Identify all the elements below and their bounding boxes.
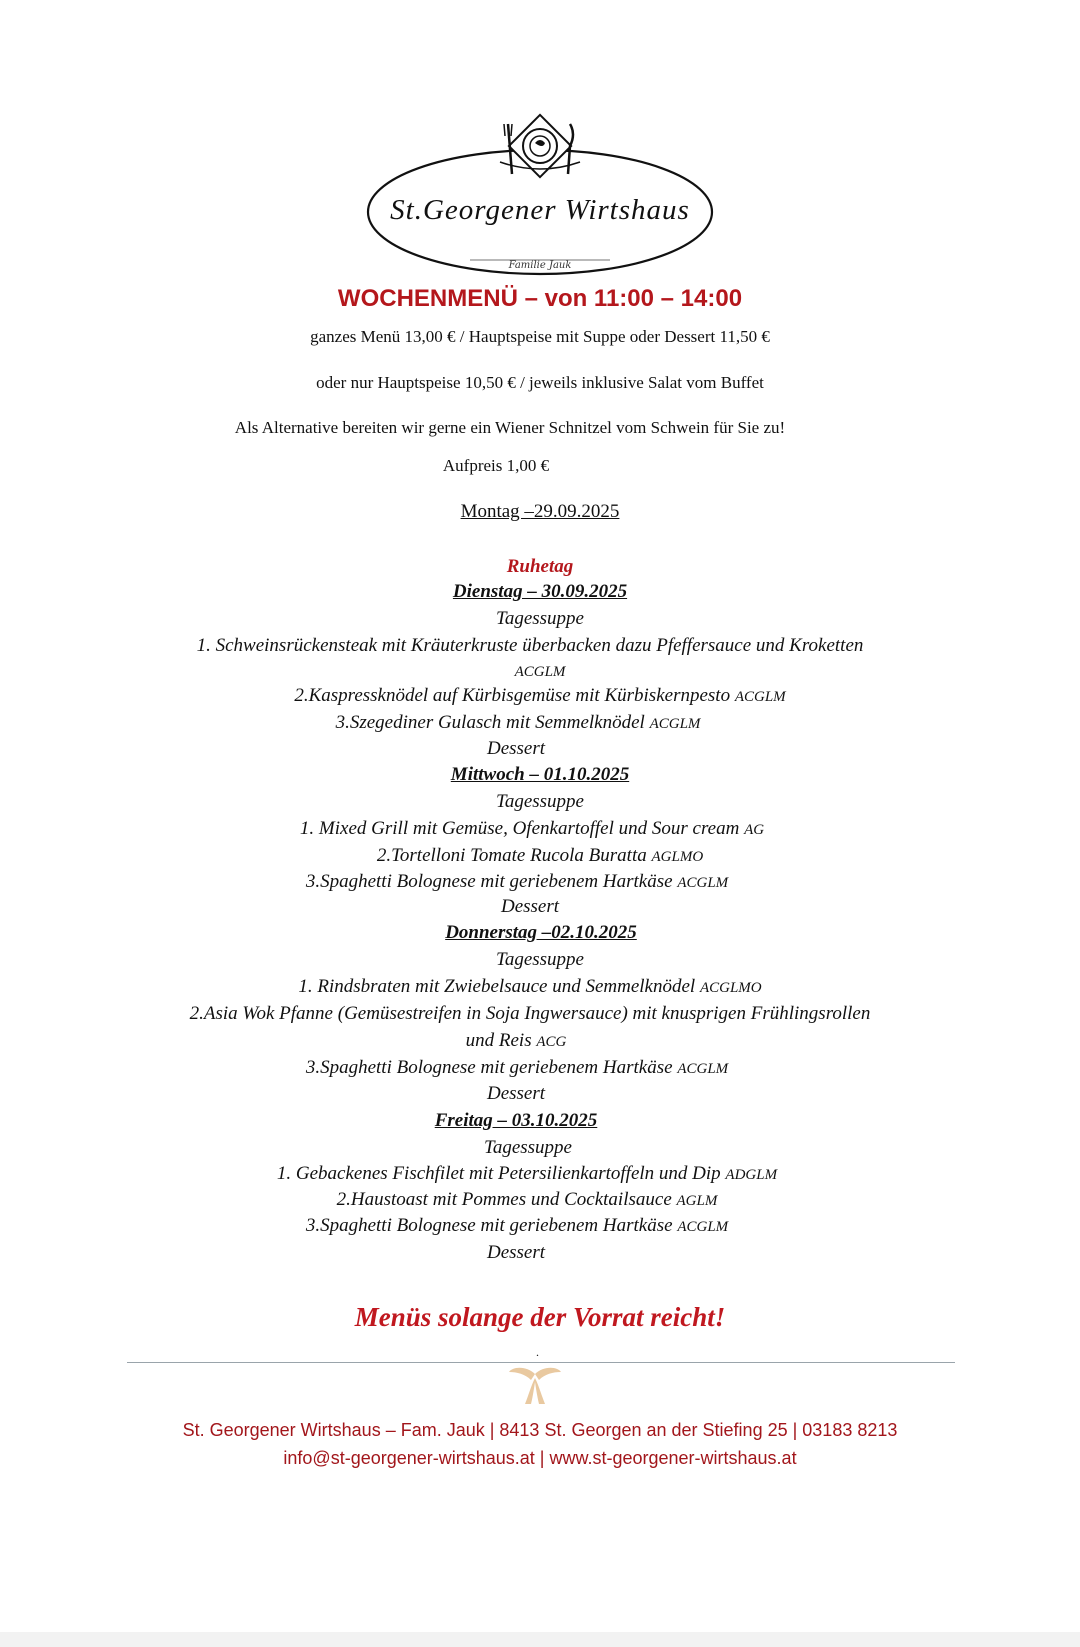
allergen-code: ACGLM (649, 716, 701, 732)
allergen-code: ADGLM (725, 1167, 778, 1183)
friday-dish-3 (0, 1215, 1034, 1237)
availability-note: Menüs solange der Vorrat reicht! (354, 1302, 726, 1332)
divider (127, 1362, 955, 1363)
tuesday-dish-1: 1. Schweinsrückensteak mit Kräuterkruste überbacken dazu Pfeffersauce und Kroketten (196, 635, 864, 656)
price-line-2: oder nur Hauptspeise 10,50 € / jeweils inklusive Salat vom Buffet (316, 373, 764, 392)
restaurant-logo (360, 112, 720, 282)
price-line-1: ganzes Menü 13,00 € / Hauptspeise mit Suppe oder Dessert 11,50 € (310, 327, 770, 346)
allergen-code: ACGLM (677, 1219, 729, 1235)
day-heading-monday (0, 501, 1080, 523)
dish-text: und Reis (465, 1030, 532, 1051)
dish-text: 1. Mixed Grill mit Gemüse, Ofenkartoffel und Sour cream (299, 818, 740, 839)
logo-title: St.Georgener Wirtshaus (390, 194, 690, 226)
dish-text: 1. Gebackenes Fischfilet mit Petersilienkartoffeln und Dip (276, 1163, 721, 1184)
rest-day-note: Ruhetag (506, 556, 574, 577)
thursday-soup: Tagessuppe (496, 949, 584, 970)
day-heading-friday: Freitag – 03.10.2025 (434, 1110, 598, 1131)
surcharge-line: Aufpreis 1,00 € (442, 456, 550, 475)
tuesday-dish-3 (0, 712, 1036, 734)
wednesday-dish-1 (0, 818, 1064, 840)
allergen-code: ACG (536, 1034, 567, 1050)
day-heading-thursday: Donnerstag –02.10.2025 (445, 922, 637, 943)
wednesday-dessert: Dessert (500, 896, 560, 917)
day-heading-tuesday: Dienstag – 30.09.2025 (452, 581, 628, 602)
wednesday-dish-2 (0, 845, 1080, 867)
monday-heading-text: Montag –29.09.2025 (460, 501, 620, 522)
thursday-dish-2-continued (0, 1030, 1032, 1052)
allergen-code: ACGLM (514, 664, 566, 680)
dish-text: 1. Rindsbraten mit Zwiebelsauce und Semmelknödel (298, 976, 696, 997)
dish-text: 3.Spaghetti Bolognese mit geriebenem Hartkäse (305, 1057, 673, 1078)
thursday-dessert: Dessert (486, 1083, 546, 1104)
wednesday-dish-3 (0, 871, 1034, 893)
tuesday-soup: Tagessuppe (496, 608, 584, 629)
friday-dessert: Dessert (486, 1242, 546, 1263)
dish-text: 3.Szegediner Gulasch mit Semmelknödel (335, 712, 645, 733)
friday-soup: Tagessuppe (484, 1137, 572, 1158)
friday-dish-1 (0, 1163, 1054, 1185)
dish-text: 2.Haustoast mit Pommes und Cocktailsauce (336, 1189, 672, 1210)
allergen-code: ACGLM (734, 689, 786, 705)
friday-dish-2 (0, 1189, 1054, 1211)
thursday-dish-1 (0, 976, 1060, 998)
bottom-strip (0, 1632, 1080, 1647)
thursday-dish-2: 2.Asia Wok Pfanne (Gemüsestreifen in Soja Ingwersauce) mit knusprigen Frühlingsrollen (189, 1003, 871, 1024)
allergen-code: AG (744, 822, 765, 838)
dish-text: 2.Tortelloni Tomate Rucola Buratta (376, 845, 647, 866)
tuesday-dessert: Dessert (486, 738, 546, 759)
tuesday-dish-2 (0, 685, 1080, 707)
dish-text: 3.Spaghetti Bolognese mit geriebenem Hartkäse (305, 871, 673, 892)
page-title: WOCHENMENÜ – von 11:00 – 14:00 (337, 285, 743, 312)
alternative-line: Als Alternative bereiten wir gerne ein Wiener Schnitzel vom Schwein für Sie zu! (234, 418, 786, 437)
allergen-code: ACGLMO (699, 980, 762, 996)
wednesday-soup: Tagessuppe (496, 791, 584, 812)
logo-subtitle: Familie Jauk (508, 260, 572, 271)
tuesday-dish-1-allergens (0, 660, 1080, 682)
allergen-code: ACGLM (677, 875, 729, 891)
day-heading-wednesday: Mittwoch – 01.10.2025 (450, 764, 630, 785)
allergen-code: ACGLM (677, 1061, 729, 1077)
dish-text: 2.Kaspressknödel auf Kürbisgemüse mit Kürbiskernpesto (294, 685, 731, 706)
thursday-dish-3 (0, 1057, 1034, 1079)
leaf-ornament-icon (507, 1364, 563, 1408)
allergen-code: AGLM (676, 1193, 718, 1209)
footer-address: St. Georgener Wirtshaus – Fam. Jauk | 8413 St. Georgen an der Stiefing 25 | 03183 8213 (182, 1420, 898, 1440)
dish-text: 3.Spaghetti Bolognese mit geriebenem Hartkäse (305, 1215, 673, 1236)
allergen-code: AGLMO (651, 849, 704, 865)
footer-contact: info@st-georgener-wirtshaus.at | www.st-georgener-wirtshaus.at (283, 1448, 797, 1468)
separator-dot: . (536, 1345, 539, 1359)
